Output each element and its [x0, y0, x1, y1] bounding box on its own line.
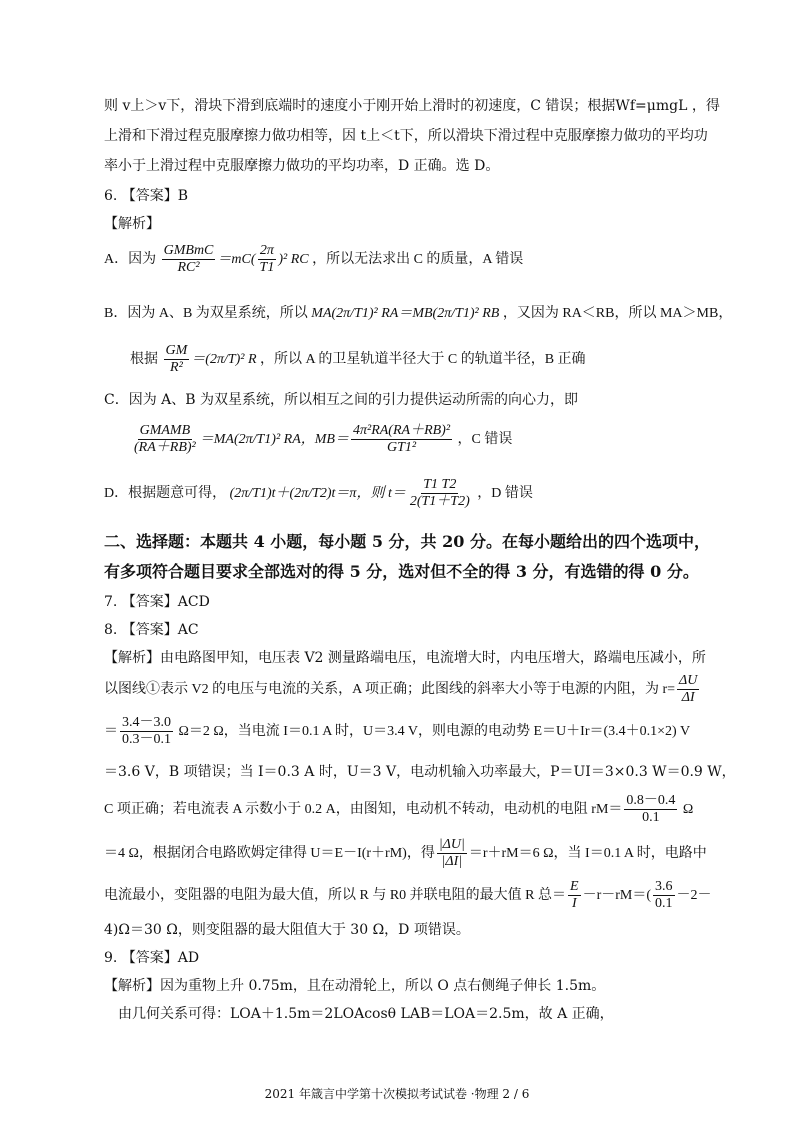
formula-fraction: $\frac{\text{GMBmC}}{\text{RC²}}$: [163, 243, 214, 276]
answer-7: 7. 【答案】ACD: [104, 594, 210, 610]
answer-6: 6. 【答案】B: [104, 188, 189, 204]
text-line: ＝4 Ω，根据闭合电路欧姆定律得 U＝E－I(r＋rM)，得 $\frac{|\Delta U|}{|\Delta I|}$ ＝r＋rM＝6 Ω，当 I＝0.1 A 时，电路中: [104, 837, 707, 870]
option-a-line: A．因为 $\frac{\text{GMBmC}}{\text{RC²}}$ ＝mC( $\frac{2\pi}{T1}$ )² RC ，所以无法求出 C 的质量，A 错误: [104, 243, 524, 276]
section-heading: 二、选择题：本题共 4 小题，每小题 5 分，共 20 分。在每小题给出的四个选项中，: [104, 532, 710, 551]
option-c-formula: $\frac{\text{GMAMB}}{\text{(RA＋RB)²}}$ ＝MA(2π/T1)² RA，MB＝ $\frac{\text{4π²RA(RA＋RB)²}}{\text{GT1²}}$ ，C 错误: [134, 423, 513, 456]
text-line: 以图线①表示 V2 的电压与电流的关系，A 项正确；此图线的斜率大小等于电源的内阻，为 r= $\frac{\Delta U}{\Delta I}$: [104, 673, 698, 706]
answer-8: 8. 【答案】AC: [104, 622, 199, 638]
section-heading: 有多项符合题目要求全部选对的得 5 分，选对但不全的得 3 分，有选错的得 0 分。: [104, 562, 699, 581]
text-line: 上滑和下滑过程克服摩擦力做功相等，因 t上＜t下，所以滑块下滑过程中克服摩擦力做功的平均功: [104, 128, 708, 144]
text-line: ＝ $\frac{3.4-3.0}{0.3-0.1}$ Ω＝2 Ω，当电流 I＝0.1 A 时，U＝3.4 V，则电源的电动势 E＝U＋Ir＝(3.4＋0.1×2) V: [104, 715, 691, 748]
text-line: ＝3.6 V，B 项错误；当 I＝0.3 A 时，U＝3 V，电动机输入功率最大，P＝UI＝3×0.3 W＝0.9 W，: [104, 764, 736, 780]
option-a-label: A．因为: [104, 252, 157, 267]
page-footer: 2021 年箴言中学第十次模拟考试试卷 ·物理 2 / 6: [264, 1087, 530, 1101]
text-line: 【解析】因为重物上升 0.75m，且在动滑轮上，所以 O 点右侧绳子伸长 1.5m。: [104, 978, 606, 994]
analysis-label: 【解析】: [104, 216, 160, 232]
option-b-line2: 根据 $\frac{GM}{\text{R²}}$ ＝(2π/T)² R ，所以 A 的卫星轨道半径大于 C 的轨道半径，B 正确: [130, 343, 586, 376]
option-b-line: B．因为 A、B 为双星系统，所以 MA(2π/T1)² RA＝MB(2π/T1)² RB ，又因为 RA＜RB，所以 MA＞MB，: [104, 306, 733, 321]
text-line: C 项正确；若电流表 A 示数小于 0.2 A，由图知，电动机不转动，电动机的电阻 rM＝ $\frac{0.8-0.4}{0.1}$ Ω: [104, 793, 694, 826]
text-line: 【解析】由电路图甲知，电压表 V2 测量路端电压，电流增大时，内电压增大，路端电压减小，所: [104, 650, 706, 666]
text-line: 电流最小，变阻器的电阻为最大值，所以 R 与 R0 并联电阻的最大值 R 总＝ $\frac{E}{I}$ －r－rM＝( $\frac{3.6}{0.1}$ －2－: [104, 879, 712, 912]
text-line: 由几何关系可得：LOA＋1.5m＝2LOAcosθ LAB＝LOA＝2.5m，故 A 正确，: [118, 1006, 614, 1022]
answer-9: 9. 【答案】AD: [104, 950, 200, 966]
option-d-line: D．根据题意可得， (2π/T1)t＋(2π/T2)t＝π，则 t＝ $\frac{T1 T2}{2(T1+T2)}$ ，D 错误: [104, 477, 533, 510]
text-line: 则 v上＞v下，滑块下滑到底端时的速度小于刚开始上滑时的初速度，C 错误；根据Wf=μmgL ，得: [104, 98, 720, 114]
formula: MA(2π/T1)² RA＝MB(2π/T1)² RB: [311, 306, 500, 321]
option-c-line: C．因为 A、B 为双星系统，所以相互之间的引力提供运动所需的向心力，即: [104, 392, 579, 408]
text-line: 4)Ω＝30 Ω，则变阻器的最大阻值大于 30 Ω，D 项错误。: [104, 922, 470, 938]
text-line: 率小于上滑过程中克服摩擦力做功的平均功率，D 正确。选 D。: [104, 158, 500, 174]
